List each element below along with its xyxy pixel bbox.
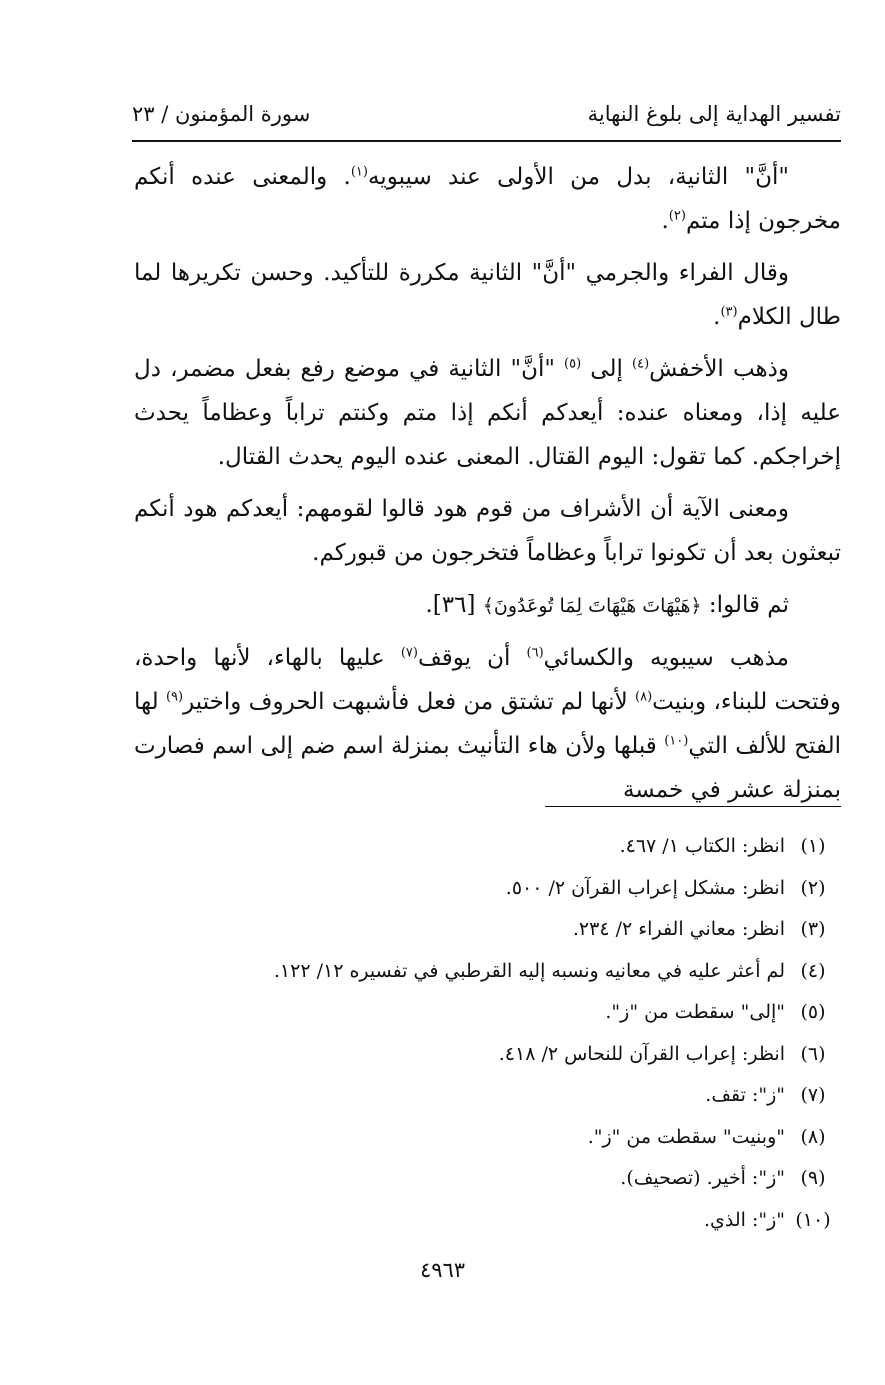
footnote-item xyxy=(134,1075,841,1117)
text-run: لها الفتح للألف التي xyxy=(134,689,842,759)
paragraph-3 xyxy=(134,347,841,479)
surah-reference: سورة المؤمنون / ٢٣ xyxy=(132,102,311,126)
text-run: وقال الفراء والجرمي "أنَّ" الثانية مكررة للتأكيد. وحسن تكريرها لما طال الكلام xyxy=(134,260,841,330)
footnote-number: (١٠) xyxy=(795,1208,831,1231)
text-run: عليها بالهاء، لأنها واحدة، وفتحت للبناء، وبنيت xyxy=(134,645,841,715)
text-run: [٣٦]. xyxy=(425,592,483,618)
footnote-item xyxy=(134,1034,841,1076)
text-run: لأنها لم تشتق من فعل فأشبهت الحروف واختير xyxy=(183,689,636,715)
footnote-text: لم أعثر عليه في معانيه ونسبه إليه القرطبي في تفسيره ١٢/ ١٢٢. xyxy=(273,959,785,982)
footnote-divider xyxy=(545,806,841,807)
text-run: "أنَّ" الثانية، بدل من الأولى عند سيبويه xyxy=(367,164,789,190)
header-divider xyxy=(132,140,841,142)
paragraph-1 xyxy=(134,155,841,243)
footnote-item xyxy=(134,868,841,910)
footnote-item xyxy=(134,1158,841,1200)
running-header xyxy=(132,96,841,140)
footnote-text: "إلى" سقطت من "ز". xyxy=(605,1001,785,1023)
footnote-item xyxy=(134,951,841,993)
text-run: مذهب سيبويه والكسائي xyxy=(543,645,789,671)
paragraph-5 xyxy=(134,583,841,628)
footnote-item xyxy=(134,1117,841,1159)
footnote-text: انظر: إعراب القرآن للنحاس ٢/ ٤١٨. xyxy=(498,1042,785,1065)
footnote-number: (٧) xyxy=(800,1084,826,1106)
footnote-ref[interactable]: (٧) xyxy=(400,645,418,661)
paragraph-2 xyxy=(134,251,841,339)
footnote-text: انظر: مشكل إعراب القرآن ٢/ ٥٠٠. xyxy=(505,876,785,899)
text-run: إلى xyxy=(581,356,632,382)
footnote-number: (٣) xyxy=(800,918,826,940)
footnote-text: انظر: الكتاب ١/ ٤٦٧. xyxy=(619,835,785,857)
footnote-number: (٩) xyxy=(800,1167,826,1189)
text-run: ثم قالوا: xyxy=(701,592,789,618)
footnote-text: "ز": تقف. xyxy=(705,1084,785,1106)
footnote-number: (٢) xyxy=(800,876,826,899)
footnote-item xyxy=(134,1200,841,1242)
main-text xyxy=(134,155,841,820)
page-number: ٤٩٦٣ xyxy=(419,1258,466,1282)
paragraph-4 xyxy=(134,487,841,575)
text-run: وذهب الأخفش xyxy=(649,356,790,382)
footnote-ref[interactable]: (٥) xyxy=(564,356,582,372)
text-run: . xyxy=(713,304,721,330)
footnote-number: (٦) xyxy=(800,1042,826,1065)
footnote-ref[interactable]: (٤) xyxy=(632,356,650,372)
text-run: . xyxy=(661,208,669,234)
footnote-ref[interactable]: (٦) xyxy=(526,645,544,661)
text-run: قبلها ولأن هاء التأنيث بمنزلة اسم ضم إلى اسم فصارت بمنزلة عشر في خمسة xyxy=(134,733,841,803)
footnote-text: "وبنيت" سقطت من "ز". xyxy=(587,1125,785,1148)
footnote-ref[interactable]: (٩) xyxy=(165,689,184,705)
footnote-number: (٤) xyxy=(800,959,826,982)
book-title: تفسير الهداية إلى بلوغ النهاية xyxy=(587,102,841,126)
footnote-ref[interactable]: (٢) xyxy=(668,208,686,224)
footnote-number: (٨) xyxy=(800,1125,826,1148)
footnote-ref[interactable]: (١٠) xyxy=(664,733,689,749)
paragraph-6 xyxy=(134,636,841,812)
footnote-number: (٥) xyxy=(800,1001,826,1023)
footnote-number: (١) xyxy=(800,835,826,857)
text-run: أن يوقف xyxy=(417,645,527,671)
footnotes-list xyxy=(134,826,841,1241)
footnote-ref[interactable]: (١) xyxy=(350,164,368,180)
footnote-text: "ز": أخير. (تصحيف). xyxy=(620,1167,785,1189)
footnote-ref[interactable]: (٨) xyxy=(635,689,653,705)
footnote-item xyxy=(134,992,841,1034)
text-run: "أنَّ" الثانية في موضع رفع بفعل مضمر، دل عليه إذا، ومعناه عنده: أيعدكم أنكم إذا متم وكنتم تراباً وعظاماً يحدث إخراجكم. كما تقول: اليوم القتال. المعنى عنده اليوم يحدث القتال. xyxy=(134,356,841,470)
footnote-text: "ز": الذي. xyxy=(703,1208,785,1231)
text-run: . والمعنى عنده أنكم مخرجون إذا متم xyxy=(134,164,841,234)
text-run: ومعنى الآية أن الأشراف من قوم هود قالوا لقومهم: أيعدكم هود أنكم تبعثون بعد أن تكونوا تراباً وعظاماً فتخرجون من قبوركم. xyxy=(134,496,841,566)
quran-verse: ﴿هَيْهَاتَ هَيْهَاتَ لِمَا تُوعَدُونَ﴾ xyxy=(482,595,702,617)
footnote-item xyxy=(134,826,841,868)
footnote-ref[interactable]: (٣) xyxy=(720,304,738,320)
footnote-item xyxy=(134,909,841,951)
footnote-text: انظر: معاني الفراء ٢/ ٢٣٤. xyxy=(572,918,785,940)
